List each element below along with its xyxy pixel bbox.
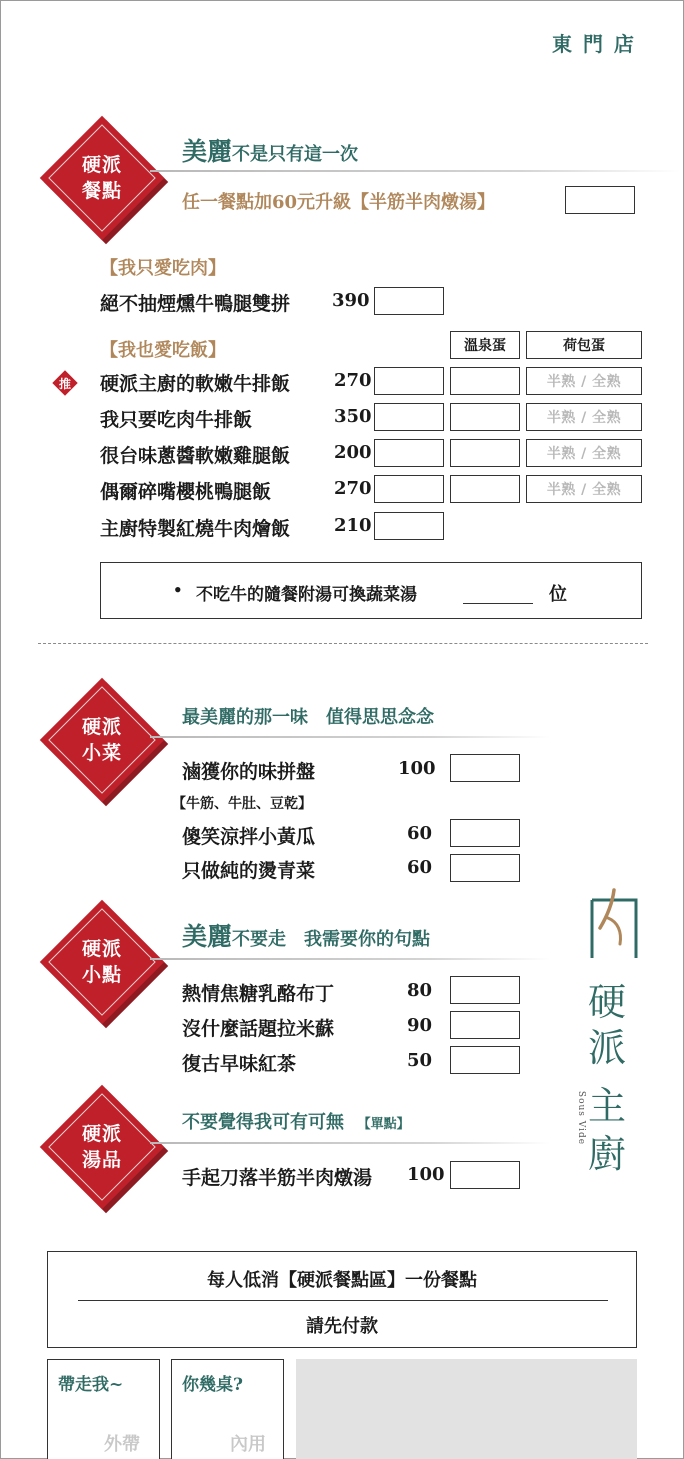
fried-egg-option[interactable]: 半熟 / 全熟: [526, 439, 642, 467]
footer-notice: [47, 1251, 637, 1348]
footer-divider: [78, 1300, 608, 1301]
soup-headline-text: 不要覺得我可有可無: [182, 1112, 344, 1133]
brand-name-2: 派: [588, 1026, 627, 1070]
desserts-badge-line1: 硬派: [81, 938, 122, 960]
note-box: [100, 562, 642, 619]
onsen-egg-box[interactable]: [450, 367, 520, 395]
section-divider: [38, 643, 648, 644]
menu-item-price: 390: [332, 290, 370, 311]
main-badge-line2: 餐點: [81, 180, 122, 202]
qty-box[interactable]: [374, 439, 444, 467]
desserts-headline: [182, 917, 430, 953]
menu-item-name: 傻笑涼拌小黃瓜: [182, 826, 316, 848]
recommend-label: 推: [58, 376, 71, 391]
menu-item-price: 270: [334, 478, 372, 499]
sides-headline: 最美麗的那一味 值得思思念念: [182, 707, 434, 728]
menu-item-price: 90: [407, 1015, 433, 1036]
menu-item-price: 60: [407, 823, 433, 844]
menu-item-name: 主廚特製紅燒牛肉燴飯: [100, 518, 291, 540]
soup-badge: [40, 1085, 164, 1209]
qty-box[interactable]: [374, 367, 444, 395]
soup-rule: [150, 1142, 550, 1144]
takeout-label: 帶走我~: [58, 1375, 124, 1395]
qty-box[interactable]: [374, 287, 444, 315]
menu-item-name: 我只要吃肉牛排飯: [100, 409, 253, 431]
main-rule: [150, 170, 680, 172]
qty-box[interactable]: [450, 854, 520, 882]
upgrade-text: 任一餐點加60元升級【半筋半肉燉湯】: [182, 192, 496, 213]
menu-item-price: 210: [334, 515, 372, 536]
staff-use-area: [296, 1359, 637, 1459]
store-name: 東 門 店: [552, 32, 636, 56]
note-text: 不吃牛的隨餐附湯可換蔬菜湯: [196, 585, 417, 605]
footer-line1: 每人低消【硬派餐點區】一份餐點: [207, 1270, 477, 1291]
col-header-onsen-egg: 溫泉蛋: [450, 331, 520, 359]
dinein-box[interactable]: [171, 1359, 284, 1459]
main-headline-big: 美麗: [182, 137, 233, 166]
menu-item-price: 80: [407, 980, 433, 1001]
qty-box[interactable]: [374, 475, 444, 503]
meat-title: 【我只愛吃肉】: [100, 258, 226, 279]
desserts-badge-line2: 小點: [81, 964, 122, 986]
note-unit: 位: [549, 584, 567, 605]
qty-box[interactable]: [450, 754, 520, 782]
menu-item-price: 350: [334, 406, 372, 427]
qty-box[interactable]: [374, 512, 444, 540]
qty-box[interactable]: [450, 1046, 520, 1074]
sides-badge-line1: 硬派: [81, 716, 122, 738]
menu-item-name: 偶爾碎嘴櫻桃鴨腿飯: [100, 481, 272, 503]
soup-headline: [182, 1108, 410, 1134]
sides-rule: [150, 736, 550, 738]
menu-item-name: 硬派主廚的軟嫩牛排飯: [100, 373, 291, 395]
onsen-egg-box[interactable]: [450, 475, 520, 503]
desserts-badge: [40, 900, 164, 1024]
menu-item-name: 熱情焦糖乳酪布丁: [182, 983, 335, 1005]
menu-item-price: 270: [334, 370, 372, 391]
recommend-badge: [52, 370, 78, 396]
footer-line2: 請先付款: [306, 1316, 378, 1337]
brand-sub: Sous Vide: [576, 1090, 587, 1146]
main-headline-small: 不是只有這一次: [232, 144, 359, 165]
main-badge: [40, 116, 164, 240]
onsen-egg-box[interactable]: [450, 439, 520, 467]
brand-name-1: 硬: [588, 980, 627, 1024]
soup-badge-line1: 硬派: [81, 1123, 122, 1145]
dinein-label: 你幾桌?: [182, 1375, 243, 1395]
menu-item-price: 100: [407, 1164, 445, 1185]
menu-item-price: 200: [334, 442, 372, 463]
brand-emblem-icon: [584, 888, 644, 978]
note-blank-line[interactable]: [463, 603, 533, 604]
note-bullet: •: [173, 581, 183, 599]
menu-item-name: 復古早味紅茶: [182, 1053, 297, 1075]
rice-title: 【我也愛吃飯】: [100, 340, 226, 361]
menu-item-name: 絕不抽煙燻牛鴨腿雙拼: [100, 293, 291, 315]
fried-egg-option[interactable]: 半熟 / 全熟: [526, 403, 642, 431]
fried-egg-option[interactable]: 半熟 / 全熟: [526, 367, 642, 395]
platter-note: 【牛筋、牛肚、豆乾】: [172, 796, 312, 812]
menu-item-name: 只做純的燙青菜: [182, 860, 316, 882]
takeout-box[interactable]: [47, 1359, 160, 1459]
menu-item-name: 滷獲你的味拼盤: [182, 761, 316, 783]
desserts-headline-small: 不要走 我需要你的句點: [232, 929, 431, 950]
menu-item-name: 手起刀落半筋半肉燉湯: [182, 1167, 373, 1189]
qty-box[interactable]: [450, 976, 520, 1004]
qty-box[interactable]: [450, 1011, 520, 1039]
menu-item-price: 50: [407, 1050, 433, 1071]
takeout-option: 外帶: [104, 1434, 140, 1455]
soup-headline-tag: 【單點】: [357, 1117, 410, 1132]
main-badge-line1: 硬派: [81, 154, 122, 176]
brand-name-4: 廚: [588, 1132, 627, 1176]
brand-name-3: 主: [588, 1084, 627, 1128]
onsen-egg-box[interactable]: [450, 403, 520, 431]
brand-logo: [576, 888, 644, 1188]
soup-badge-line2: 湯品: [81, 1149, 122, 1171]
sides-badge-line2: 小菜: [81, 742, 122, 764]
menu-item-price: 100: [398, 758, 436, 779]
sides-badge: [40, 678, 164, 802]
col-header-fried-egg: 荷包蛋: [526, 331, 642, 359]
upgrade-checkbox[interactable]: [565, 186, 635, 214]
qty-box[interactable]: [450, 1161, 520, 1189]
menu-item-name: 很台味蔥醬軟嫩雞腿飯: [100, 445, 291, 467]
dinein-option: 內用: [230, 1434, 266, 1455]
main-headline: [182, 132, 358, 168]
desserts-headline-big: 美麗: [182, 922, 233, 951]
desserts-rule: [150, 958, 550, 960]
qty-box[interactable]: [374, 403, 444, 431]
qty-box[interactable]: [450, 819, 520, 847]
menu-item-price: 60: [407, 857, 433, 878]
fried-egg-option[interactable]: 半熟 / 全熟: [526, 475, 642, 503]
menu-item-name: 沒什麼話題拉米蘇: [182, 1018, 335, 1040]
